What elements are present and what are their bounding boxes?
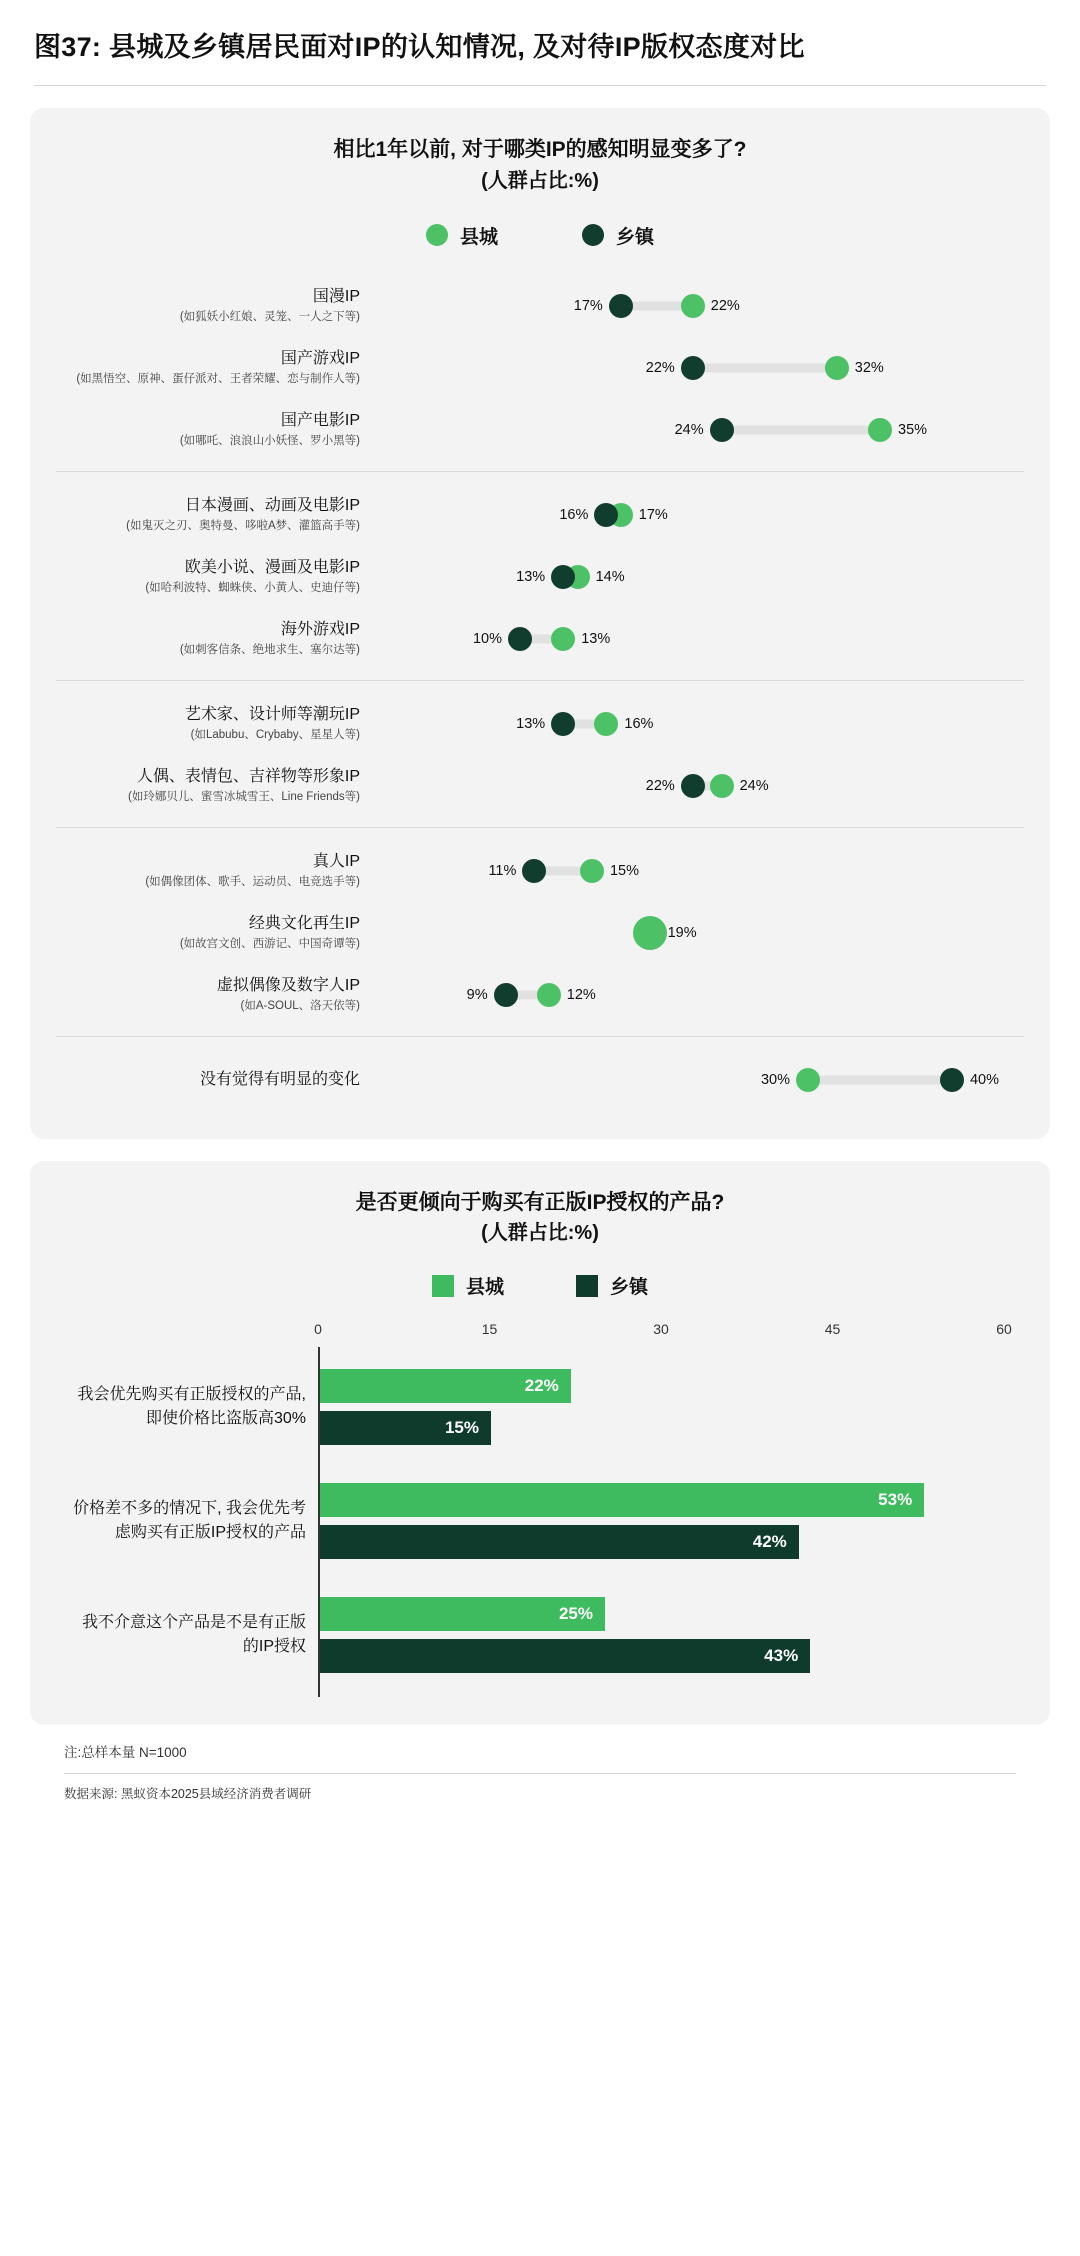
bar-county: 25% (320, 1597, 605, 1631)
dumbbell-value-high: 14% (595, 568, 625, 585)
dumbbell-value-low: 11% (488, 862, 517, 879)
dumbbell-value-low: 22% (645, 777, 675, 794)
bar-chart (56, 1321, 1024, 1697)
legend-label-town-bar: 乡镇 (610, 1277, 649, 1299)
dumbbell-group (56, 471, 1024, 670)
legend-label-county: 县城 (459, 226, 498, 248)
dumbbell-value-high: 15% (609, 862, 640, 879)
dumbbell-dot-town (609, 294, 633, 318)
dumbbell-row (56, 902, 1024, 964)
dumbbell-track (376, 693, 1024, 755)
panel1-subtitle: (人群占比:%) (481, 169, 599, 192)
bar-plot-area (73, 1347, 1004, 1697)
dumbbell-row-label (56, 557, 376, 597)
dumbbell-row (56, 840, 1024, 902)
title-divider (34, 85, 1046, 86)
dumbbell-row (56, 337, 1024, 399)
dumbbell-dot-county (825, 356, 849, 380)
dumbbell-dot-county (638, 921, 662, 945)
dumbbell-value-high: 17% (638, 506, 668, 523)
dumbbell-value-high: 40% (969, 1071, 1000, 1088)
legend-item-town (582, 222, 654, 249)
dumbbell-group (56, 1036, 1024, 1111)
dumbbell-dot-county (537, 983, 561, 1007)
legend-dot-county (426, 224, 448, 246)
dumbbell-category-note: (如刺客信条、绝地求生、塞尔达等) (179, 644, 360, 657)
dumbbell-dot-county (710, 774, 734, 798)
sample-note: 注:总样本量 N=1000 (64, 1745, 187, 1761)
dumbbell-dot-town (508, 627, 532, 651)
dumbbell-row (56, 964, 1024, 1026)
dumbbell-row-label (56, 348, 376, 388)
dumbbell-row-label (56, 1069, 376, 1091)
dumbbell-category: 艺术家、设计师等潮玩IP (184, 705, 360, 723)
dumbbell-row-label (56, 410, 376, 450)
dumbbell-row (56, 755, 1024, 817)
dumbbell-row (56, 399, 1024, 461)
panel2-title-main: 是否更倾向于购买有正版IP授权的产品? (355, 1190, 725, 1214)
dumbbell-dot-town (594, 503, 618, 527)
figure-footer (30, 1725, 1050, 1802)
legend-label-county-bar: 县城 (465, 1277, 504, 1299)
dumbbell-category: 海外游戏IP (280, 620, 360, 638)
bar-group (73, 1469, 1004, 1573)
dumbbell-category-note: (如狐妖小红娘、灵笼、一人之下等) (179, 311, 360, 324)
x-axis (314, 1321, 1012, 1347)
x-axis-tick: 30 (653, 1321, 669, 1338)
legend-item-county-bar (432, 1272, 504, 1299)
dumbbell-track (376, 275, 1024, 337)
dumbbell-category: 欧美小说、漫画及电影IP (184, 558, 360, 576)
dumbbell-category: 国产游戏IP (280, 349, 360, 367)
dumbbell-category: 人偶、表情包、吉祥物等形象IP (136, 767, 360, 785)
dumbbell-category-note: (如鬼灭之刃、奥特曼、哆啦A梦、灌篮高手等) (126, 520, 360, 533)
dumbbell-dot-county (594, 712, 618, 736)
legend-item-town-bar (576, 1272, 648, 1299)
dumbbell-value-low: 9% (466, 986, 488, 1003)
dumbbell-row (56, 693, 1024, 755)
bar-group (77, 1355, 1004, 1459)
panel-ip-perception (30, 108, 1050, 1139)
dumbbell-value-high: 19% (667, 924, 697, 941)
dumbbell-category-note: (如Labubu、Crybaby、星星人等) (190, 729, 360, 742)
bar-town: 15% (320, 1411, 491, 1445)
dumbbell-row-label (56, 851, 376, 891)
legend-item-county (426, 222, 498, 249)
dumbbell-value-low: 13% (516, 715, 546, 732)
dumbbell-category-note: (如A-SOUL、洛天依等) (240, 1000, 360, 1013)
x-axis-tick: 0 (314, 1321, 322, 1338)
footer-divider (64, 1773, 1016, 1774)
dumbbell-category: 国漫IP (312, 287, 360, 305)
dumbbell-value-low: 10% (472, 630, 502, 647)
legend-dot-town (582, 224, 604, 246)
panel2-legend (56, 1272, 1024, 1299)
dumbbell-row-label (56, 975, 376, 1015)
dumbbell-value-high: 16% (624, 715, 654, 732)
dumbbell-dot-county (868, 418, 892, 442)
dumbbell-row-label (56, 913, 376, 953)
bar-county: 22% (320, 1369, 571, 1403)
panel-licensed-products (30, 1161, 1050, 1726)
dumbbell-category: 没有觉得有明显的变化 (199, 1070, 360, 1088)
dumbbell-row (56, 484, 1024, 546)
dumbbell-track (376, 902, 1024, 964)
dumbbell-value-high: 35% (898, 421, 928, 438)
legend-square-town (576, 1275, 598, 1297)
x-axis-tick: 15 (481, 1321, 498, 1338)
dumbbell-track (376, 964, 1024, 1026)
dumbbell-category: 真人IP (312, 852, 360, 870)
dumbbell-category: 国产电影IP (280, 411, 360, 429)
dumbbell-category-note: (如黑悟空、原神、蛋仔派对、王者荣耀、恋与制作人等) (76, 373, 360, 386)
data-source: 数据来源: 黑蚁资本2025县域经济消费者调研 (64, 1787, 312, 1802)
dumbbell-value-low: 30% (760, 1071, 790, 1088)
dumbbell-category: 虚拟偶像及数字人IP (216, 976, 360, 994)
dumbbell-track (376, 546, 1024, 608)
dumbbell-category-note: (如哈利波特、蜘蛛侠、小黄人、史迪仔等) (145, 582, 360, 595)
dumbbell-value-high: 32% (854, 359, 884, 376)
dumbbell-track (376, 484, 1024, 546)
panel2-title (56, 1187, 1024, 1249)
bar-group (81, 1583, 1004, 1687)
dumbbell-value-high: 13% (581, 630, 611, 647)
dumbbell-group (56, 680, 1024, 817)
dumbbell-track (376, 840, 1024, 902)
dumbbell-category-note: (如玲娜贝儿、蜜雪冰城雪王、Line Friends等) (128, 791, 360, 804)
dumbbell-chart (56, 275, 1024, 1111)
bar-category-label: 我不介意这个产品是不是有正版的IP授权 (81, 1614, 306, 1656)
bar-county: 53% (320, 1483, 924, 1517)
dumbbell-category: 经典文化再生IP (248, 914, 360, 932)
dumbbell-category-note: (如故宫文创、西游记、中国奇谭等) (179, 938, 360, 951)
bar-town: 42% (320, 1525, 799, 1559)
dumbbell-connector (722, 425, 880, 434)
dumbbell-value-high: 22% (710, 297, 740, 314)
dumbbell-track (376, 755, 1024, 817)
dumbbell-dot-town (551, 712, 575, 736)
dumbbell-row (56, 275, 1024, 337)
dumbbell-dot-town (940, 1068, 964, 1092)
bar-town: 43% (320, 1639, 810, 1673)
panel1-title-main: 相比1年以前, 对于哪类IP的感知明显变多了? (333, 138, 747, 162)
dumbbell-dot-town (494, 983, 518, 1007)
dumbbell-track (376, 337, 1024, 399)
panel1-title (56, 134, 1024, 196)
bar-category-label: 价格差不多的情况下, 我会优先考虑购买有正版IP授权的产品 (73, 1500, 306, 1542)
panel2-subtitle: (人群占比:%) (481, 1222, 599, 1245)
dumbbell-value-low: 17% (573, 297, 603, 314)
dumbbell-value-high: 12% (566, 986, 596, 1003)
dumbbell-row (56, 608, 1024, 670)
dumbbell-dot-town (681, 774, 705, 798)
dumbbell-row-label (56, 704, 376, 744)
x-axis-tick: 45 (824, 1321, 841, 1338)
dumbbell-row-label (56, 766, 376, 806)
legend-square-county (432, 1275, 454, 1297)
dumbbell-dot-town (710, 418, 734, 442)
dumbbell-row (56, 1049, 1024, 1111)
dumbbell-value-low: 13% (516, 568, 546, 585)
dumbbell-row-label (56, 619, 376, 659)
x-axis-tick: 60 (996, 1321, 1012, 1338)
bar-category-label: 我会优先购买有正版授权的产品, 即使价格比盗版高30% (77, 1386, 306, 1428)
dumbbell-dot-town (681, 356, 705, 380)
dumbbell-dot-town (522, 859, 546, 883)
dumbbell-track (376, 608, 1024, 670)
dumbbell-dot-county (681, 294, 705, 318)
panel1-legend (56, 222, 1024, 249)
legend-label-town: 乡镇 (616, 226, 655, 248)
dumbbell-dot-county (796, 1068, 820, 1092)
dumbbell-category-note: (如偶像团体、歌手、运动员、电竞选手等) (145, 876, 360, 889)
dumbbell-group (56, 827, 1024, 1026)
dumbbell-row (56, 546, 1024, 608)
figure-title: 图37: 县城及乡镇居民面对IP的认知情况, 及对待IP版权态度对比 (34, 32, 805, 62)
dumbbell-connector (808, 1075, 952, 1084)
dumbbell-connector (693, 363, 837, 372)
dumbbell-group (56, 275, 1024, 461)
dumbbell-dot-county (580, 859, 604, 883)
dumbbell-dot-town (551, 565, 575, 589)
dumbbell-value-low: 22% (645, 359, 675, 376)
dumbbell-track (376, 399, 1024, 461)
dumbbell-track (376, 1049, 1024, 1111)
dumbbell-row-label (56, 286, 376, 326)
dumbbell-value-low: 16% (559, 506, 589, 523)
dumbbell-dot-county (551, 627, 575, 651)
dumbbell-row-label (56, 495, 376, 535)
dumbbell-value-low: 24% (674, 421, 704, 438)
dumbbell-category: 日本漫画、动画及电影IP (184, 496, 360, 514)
dumbbell-category-note: (如哪吒、浪浪山小妖怪、罗小黑等) (179, 435, 360, 448)
dumbbell-value-high: 24% (739, 777, 769, 794)
